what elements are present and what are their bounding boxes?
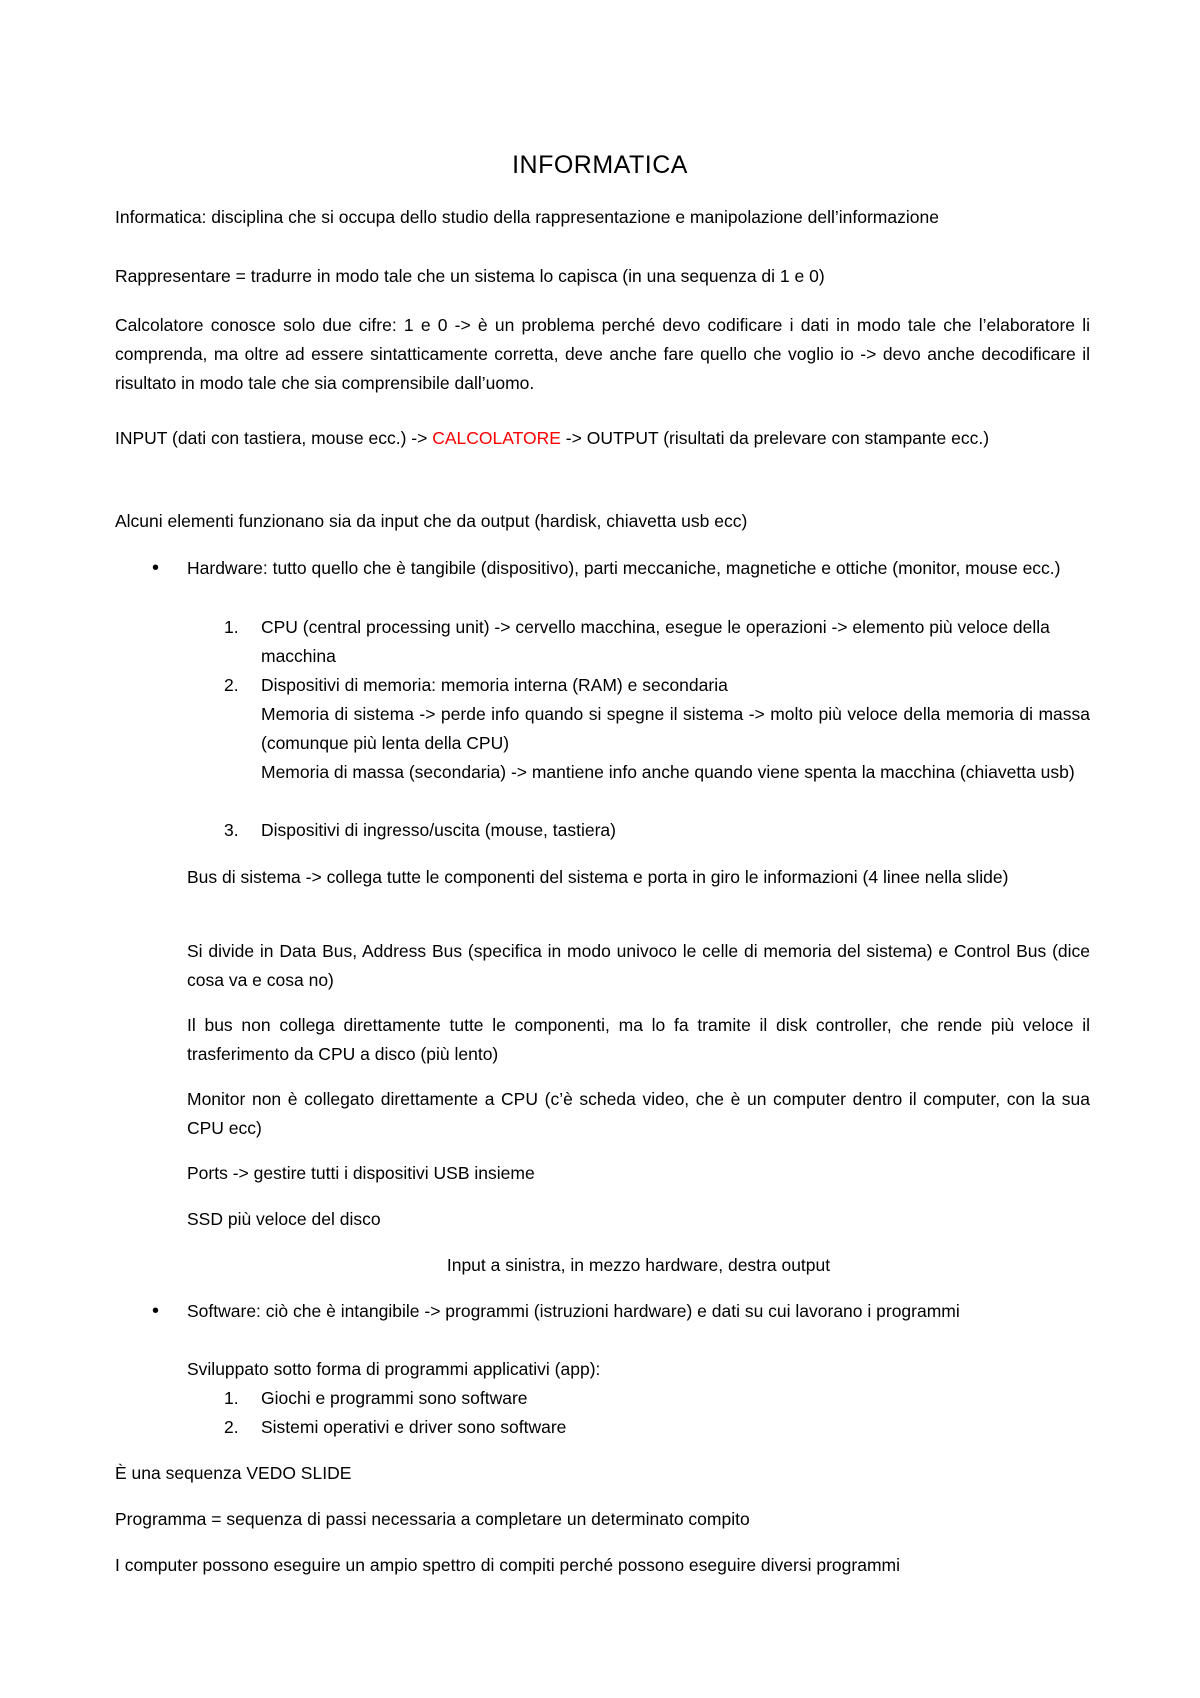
output-text: -> OUTPUT (risultati da prelevare con stampante ecc.) [560, 428, 990, 448]
hardware-item-io: Dispositivi di ingresso/uscita (mouse, tastiera) [261, 820, 616, 840]
software-item-games: Giochi e programmi sono software [261, 1388, 528, 1408]
list-number: 2. [224, 1417, 239, 1437]
paragraph-sequence: È una sequenza VEDO SLIDE [115, 1463, 352, 1483]
hardware-item-memory-system: Memoria di sistema -> perde info quando si spegne il sistema -> molto più veloce della memoria di massa (comunque più lenta della CPU) [261, 704, 1090, 753]
note-bus-types: Si divide in Data Bus, Address Bus (specifica in modo univoco le celle di memoria del sistema) e Control Bus (dice cosa va e cosa no) [187, 941, 1090, 990]
note-centered: Input a sinistra, in mezzo hardware, destra output [446, 1255, 831, 1275]
paragraph-calculator: Calcolatore conosce solo due cifre: 1 e 0 -> è un problema perché devo codificare i dati in modo tale che l’elaboratore li comprenda, ma oltre ad essere sintatticamente corretta, deve anche fare quello che voglio io -> devo anche decodificare il risultato in modo tale che sia comprensibile dall’uomo. [115, 315, 1090, 393]
hardware-item-memory: Dispositivi di memoria: memoria interna (RAM) e secondaria [261, 675, 728, 695]
paragraph-definition: Informatica: disciplina che si occupa dello studio della rappresentazione e manipolazione dell’informazione [115, 207, 939, 227]
note-ports: Ports -> gestire tutti i dispositivi USB insieme [187, 1163, 535, 1183]
hardware-text: Hardware: tutto quello che è tangibile (dispositivo), parti meccaniche, magnetiche e ottiche (monitor, mouse ecc.) [187, 558, 1061, 578]
list-number: 1. [224, 617, 239, 637]
software-item-os: Sistemi operativi e driver sono software [261, 1417, 567, 1437]
software-sub: Sviluppato sotto forma di programmi applicativi (app): [187, 1359, 601, 1379]
hardware-item-memory-mass: Memoria di massa (secondaria) -> mantiene info anche quando viene spenta la macchina (chiavetta usb) [261, 762, 1075, 782]
paragraph-program: Programma = sequenza di passi necessaria a completare un determinato compito [115, 1509, 750, 1529]
paragraph-input-output [115, 424, 1090, 453]
note-monitor: Monitor non è collegato direttamente a CPU (c’è scheda video, che è un computer dentro il computer, con la sua CPU ecc) [187, 1089, 1090, 1138]
calculator-highlight: CALCOLATORE [432, 428, 561, 448]
paragraph-computers: I computer possono eseguire un ampio spettro di compiti perché possono eseguire diversi programmi [115, 1555, 900, 1575]
paragraph-io-elements: Alcuni elementi funzionano sia da input che da output (hardisk, chiavetta usb ecc) [115, 511, 748, 531]
input-text: INPUT (dati con tastiera, mouse ecc.) -> [115, 428, 433, 448]
list-number: 1. [224, 1388, 239, 1408]
note-bus: Bus di sistema -> collega tutte le componenti del sistema e porta in giro le informazioni (4 linee nella slide) [187, 867, 1009, 887]
page-title: INFORMATICA [512, 151, 688, 179]
list-number: 3. [224, 820, 239, 840]
hardware-item-cpu: CPU (central processing unit) -> cervello macchina, esegue le operazioni -> elemento più veloce della macchina [261, 617, 1050, 666]
bullet-software: • [152, 1300, 160, 1322]
note-disk-controller: Il bus non collega direttamente tutte le componenti, ma lo fa tramite il disk controller, che rende più veloce il trasferimento da CPU a disco (più lento) [187, 1015, 1090, 1064]
software-text: Software: ciò che è intangibile -> programmi (istruzioni hardware) e dati su cui lavorano i programmi [187, 1301, 960, 1321]
paragraph-representation: Rappresentare = tradurre in modo tale che un sistema lo capisca (in una sequenza di 1 e 0) [115, 266, 825, 286]
bullet-hardware: • [152, 557, 160, 579]
list-number: 2. [224, 675, 239, 695]
note-ssd: SSD più veloce del disco [187, 1209, 381, 1229]
